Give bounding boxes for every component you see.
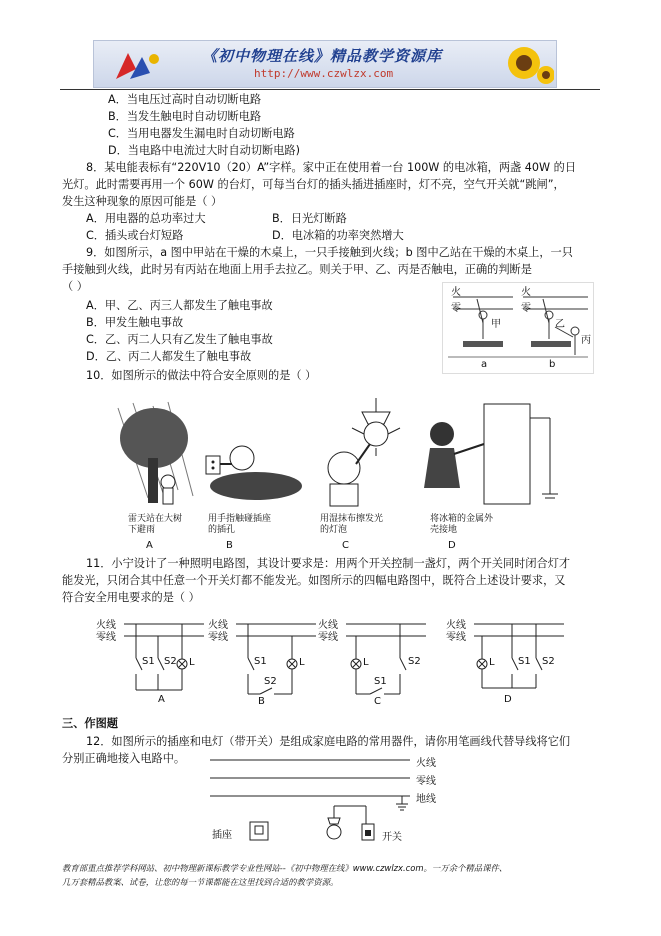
circuit-d-letter: D [504, 694, 512, 705]
q10-panel-b [196, 398, 306, 551]
q9-option-a: A．甲、乙、丙三人都发生了触电事故 [86, 299, 273, 312]
circuit-b-zero: 零线 [208, 632, 228, 643]
socket-finger-illustration [196, 398, 306, 510]
circuit-d-s2: S2 [542, 656, 555, 667]
q10-letter-d: D [448, 540, 456, 551]
circuit-b-letter: B [258, 696, 265, 707]
logo-icon [108, 45, 168, 83]
circuit-a-s2: S2 [164, 656, 177, 667]
circuit-b-s1: S1 [254, 656, 267, 667]
q9-option-b: B．甲发生触电事故 [86, 316, 184, 329]
footer-line-2: 几万套精品教案、试卷，让您的每一节课都能在这里找到合适的教学资源。 [62, 877, 339, 887]
q8-option-b: B．日光灯断路 [272, 212, 347, 225]
circuit-c-fire: 火线 [318, 620, 338, 631]
q9-fig-jia: 甲 [491, 319, 501, 330]
q9-fig-bing: 丙 [581, 335, 591, 346]
circuit-b-l: L [299, 657, 305, 668]
q9-figure [442, 282, 594, 374]
q8-option-a: A．用电器的总功率过大 [86, 212, 206, 225]
circuit-a-l: L [189, 657, 195, 668]
circuit-b-fire: 火线 [208, 620, 228, 631]
q9-fig-zero-b: 零 [521, 303, 531, 314]
q8-line-1: 8．某电能表标有“220V10（20）A”字样。家中正在使用着一台 100W 的电冰箱，两盏 40W 的日 [86, 161, 577, 174]
q12-fire-label: 火线 [416, 758, 436, 769]
q12-line-2: 分别正确地接入电路中。 [62, 752, 186, 765]
circuit-d [446, 614, 566, 710]
q10-caption-a: 雷天站在大树下避雨 [128, 514, 183, 535]
q9-fig-label-a: a [481, 359, 488, 370]
circuit-a-letter: A [158, 694, 165, 705]
q9-fig-zero-a: 零 [451, 303, 461, 314]
q10-panel-d [418, 398, 558, 551]
q12-diagram [200, 752, 460, 852]
q11-line-3: 符合安全用电要求的是（ ） [62, 591, 200, 604]
q11-line-2: 能发光，只闭合其中任意一个开关灯都不能发光。如图所示的四幅电路图中，既符合上述设计要求，又 [62, 574, 566, 587]
q8-line-3: 发生这种现象的原因可能是（ ） [62, 195, 223, 208]
header-rule [60, 89, 600, 90]
q10-panel-a [108, 398, 200, 551]
circuit-c-s2: S2 [408, 656, 421, 667]
q8-line-2: 光灯。此时需要再用一个 60W 的台灯，可每当台灯的插头插进插座时，灯不亮，空气开关就“跳闸”， [62, 178, 565, 191]
q9-fig-label-b: b [549, 359, 556, 370]
prev-option-d: D．当电路中电流过大时自动切断电路) [108, 144, 300, 157]
q10-caption-d: 将冰箱的金属外壳接地 [430, 514, 494, 535]
q10-caption-c: 用湿抹布擦发光的灯泡 [320, 514, 384, 535]
circuit-c-s1: S1 [374, 676, 387, 687]
circuit-d-fire: 火线 [446, 620, 466, 631]
circuit-b-s2: S2 [264, 676, 277, 687]
circuit-d-zero: 零线 [446, 632, 466, 643]
header-banner [93, 40, 557, 88]
q10-letter-a: A [146, 540, 153, 551]
banner-url[interactable]: http://www.czwlzx.com [254, 67, 394, 80]
q12-ground-label: 地线 [416, 794, 436, 805]
tree-lightning-illustration [108, 398, 200, 510]
circuit-a-fire: 火线 [96, 620, 116, 631]
wet-cloth-bulb-illustration [314, 398, 410, 510]
q9-line-3: （ ） [62, 280, 88, 293]
circuit-d-l: L [489, 657, 495, 668]
banner-title: 《初中物理在线》精品教学资源库 [202, 47, 443, 65]
circuit-d-s1: S1 [518, 656, 531, 667]
q9-option-d: D．乙、丙二人都发生了触电事故 [86, 350, 252, 363]
circuit-c-l: L [363, 657, 369, 668]
q10-panel-c [314, 398, 410, 551]
q9-fig-yi: 乙 [555, 319, 565, 330]
prev-option-c: C．当用电器发生漏电时自动切断电路 [108, 127, 295, 140]
q9-fig-fire-a: 火 [451, 287, 461, 298]
q10-letter-b: B [226, 540, 233, 551]
q8-option-d: D．电冰箱的功率突然增大 [272, 229, 404, 242]
q8-option-c: C．插头或台灯短路 [86, 229, 184, 242]
q9-line-2: 手接触到火线，此时另有丙站在地面上用手去拉乙。则关于甲、乙、丙是否触电，正确的判断是 [62, 263, 532, 276]
q9-line-1: 9．如图所示，a 图中甲站在干燥的木桌上，一只手接触到火线；b 图中乙站在干燥的木桌上，一只 [86, 246, 573, 259]
circuit-a [96, 614, 206, 710]
q12-switch-label: 开关 [382, 832, 402, 843]
q12-socket-label: 插座 [212, 830, 232, 841]
circuit-b [208, 614, 318, 710]
q9-figure-drawing [443, 283, 593, 373]
q9-option-c: C．乙、丙二人只有乙发生了触电事故 [86, 333, 273, 346]
q9-fig-fire-b: 火 [521, 287, 531, 298]
q12-zero-label: 零线 [416, 776, 436, 787]
prev-option-a: A．当电压过高时自动切断电路 [108, 93, 262, 106]
sunflower-icon [494, 43, 554, 85]
section3-title: 三、作图题 [62, 717, 118, 730]
footer-line-1: 教育部重点推荐学科网站、初中物理新课标教学专业性网站--《初中物理在线》www.czwlzx.com。一万余个精品课件、 [62, 863, 508, 873]
circuit-a-zero: 零线 [96, 632, 116, 643]
q10-letter-c: C [342, 540, 349, 551]
fridge-ground-illustration [418, 398, 558, 510]
q11-line-1: 11．小宁设计了一种照明电路图，其设计要求是：用两个开关控制一盏灯，两个开关同时闭合灯才 [86, 557, 571, 570]
circuit-c [318, 614, 428, 710]
prev-option-b: B．当发生触电时自动切断电路 [108, 110, 262, 123]
circuit-c-letter: C [374, 696, 381, 707]
circuit-c-zero: 零线 [318, 632, 338, 643]
q10-line: 10．如图所示的做法中符合安全原则的是（ ） [86, 369, 317, 382]
q10-caption-b: 用手指触碰插座的插孔 [208, 514, 272, 535]
q12-line-1: 12．如图所示的插座和电灯（带开关）是组成家庭电路的常用器件，请你用笔画线代替导线将它们 [86, 735, 571, 748]
circuit-a-s1: S1 [142, 656, 155, 667]
